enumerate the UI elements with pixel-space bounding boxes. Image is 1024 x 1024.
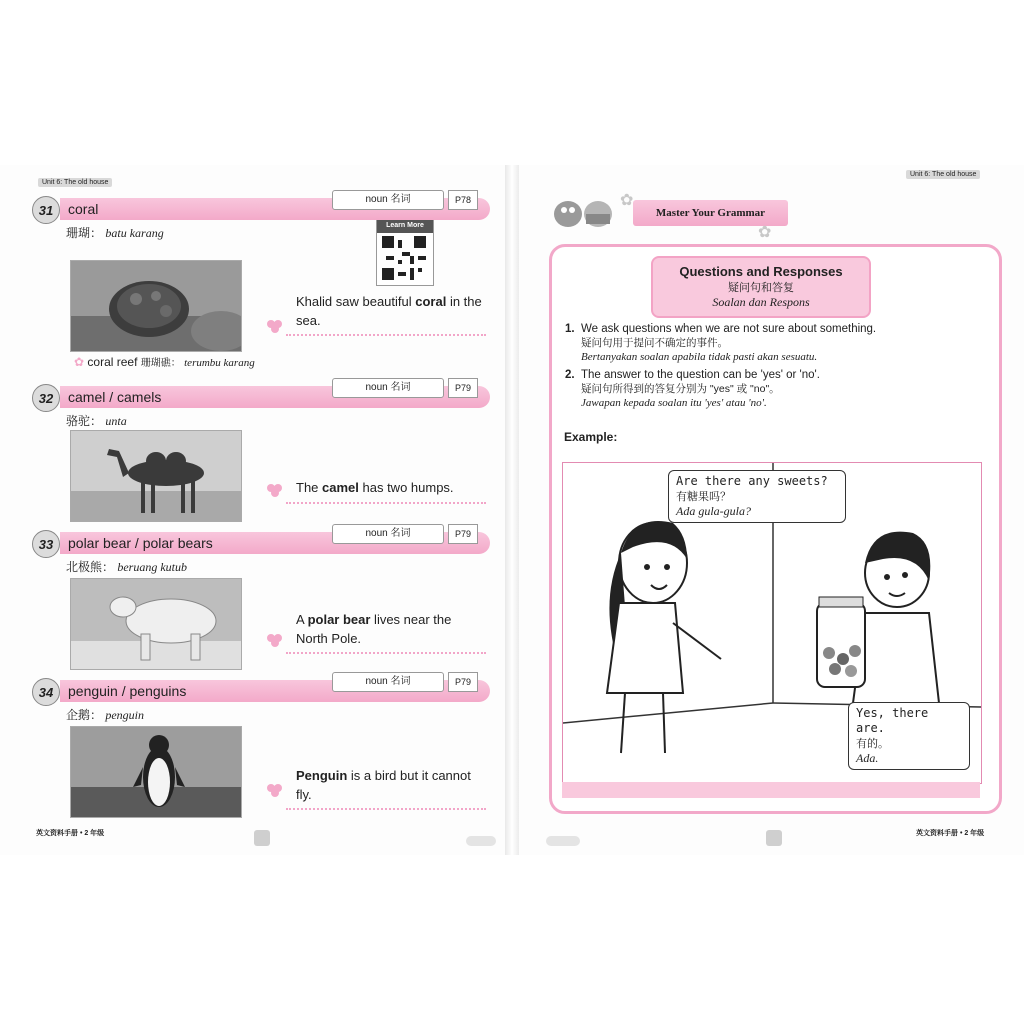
extra-vocab: ✿ coral reef 珊瑚礁： terumbu karang [74,355,255,369]
flower-icon: ✿ [74,355,85,369]
entry-number: 31 [32,196,60,224]
vocab-entry-coral [32,190,490,370]
vocab-entry-polar-bear [32,524,490,674]
page-ref: P79 [448,524,478,544]
dotted-underline [286,498,486,504]
unit-label: Unit 6: The old house [906,170,980,179]
answer-bubble: Yes, there are. 有的。 Ada. [848,702,970,770]
example-label: Example: [564,430,618,444]
word: coral [68,201,99,217]
dotted-underline [286,804,486,810]
qr-label: Learn More [377,219,433,233]
flower-icon [266,632,284,648]
part-of-speech: noun 名词 [332,190,444,210]
vocab-entry-penguin [32,672,490,822]
part-of-speech: noun 名词 [332,672,444,692]
part-of-speech: noun 名词 [332,524,444,544]
entry-number: 33 [32,530,60,558]
translation: 北极熊： beruang kutub [66,560,188,574]
flower-icon: ✿ [758,224,772,241]
example-sentence: A polar bear lives near the North Pole. [296,612,452,646]
example-sentence: The camel has two humps. [296,480,454,495]
flower-icon [266,782,284,798]
vocab-entry-camel [32,378,490,528]
unit-label: Unit 6: The old house [38,178,112,187]
camel-photo [70,430,242,522]
flower-icon [266,482,284,498]
lesson-title: Questions and Responses [679,264,843,279]
flower-icon [266,318,284,334]
polar-bear-photo [70,578,242,670]
page-ref: P79 [448,672,478,692]
word: polar bear / polar bears [68,535,213,551]
example-sentence: Penguin is a bird but it cannot fly. [296,768,471,802]
word: camel / camels [68,389,162,405]
mascot-icon [548,192,618,235]
translation: 珊瑚： batu karang [66,226,164,240]
page-emblem-icon [766,830,782,846]
coral-photo [70,260,242,352]
part-of-speech: noun 名词 [332,378,444,398]
book-gutter [505,165,519,855]
penguin-photo [70,726,242,818]
page-ref: P79 [448,378,478,398]
translation: 骆驼： unta [66,414,127,428]
entry-number: 32 [32,384,60,412]
scene-ground-band [562,782,980,798]
grammar-rule-1: 1. We ask questions when we are not sure about something. 疑问句用于提问不确定的事件。 Bertanyakan soalan apabila tidak pasti akan sesuatu. [565,323,877,363]
grammar-rule-2: 2. The answer to the question can be 'yes' or 'no'. 疑问句所得到的答复分别为 "yes" 或 "no"。 Jawapan kepada soalan itu 'yes' atau 'no'. [565,369,820,409]
page-emblem-icon [254,830,270,846]
lesson-title-zh: 疑问句和答复 [728,282,794,294]
publisher-logo [546,836,580,846]
left-footer: 英文资料手册 • 2 年级 [36,830,105,837]
dotted-underline [286,330,486,336]
dotted-underline [286,648,486,654]
word: penguin / penguins [68,683,187,699]
flower-icon: ✿ [620,192,634,209]
right-footer: 英文资料手册 • 2 年级 [916,830,985,837]
page-ref: P78 [448,190,478,210]
translation: 企鹅： penguin [66,708,145,722]
question-bubble: Are there any sweets? 有糖果吗？ Ada gula-gula? [668,470,846,523]
lesson-title-ms: Soalan dan Respons [712,295,810,309]
entry-number: 34 [32,678,60,706]
grammar-banner: Master Your Grammar [633,200,788,226]
lesson-title-box [651,256,871,318]
example-sentence: Khalid saw beautiful coral in the sea. [296,294,482,328]
publisher-logo [466,836,496,846]
